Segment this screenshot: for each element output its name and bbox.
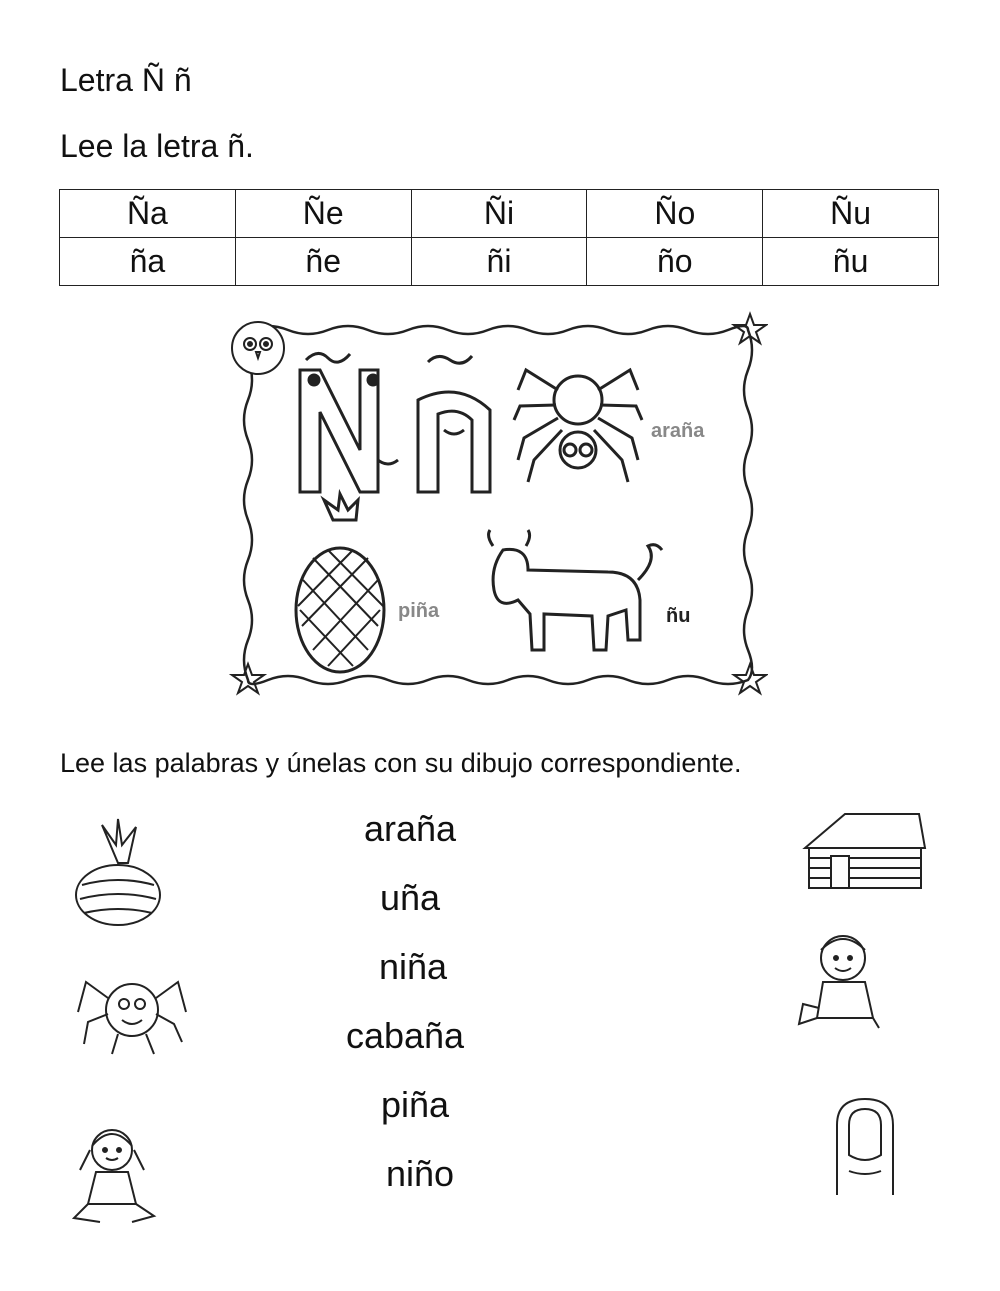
syllable-cell: Ñe [235, 190, 411, 238]
word-uña[interactable]: uña [379, 877, 441, 918]
girl-picture-icon[interactable] [70, 1122, 160, 1232]
pineapple-picture-icon[interactable] [72, 815, 164, 930]
syllable-cell: ñu [763, 238, 939, 286]
word-araña[interactable]: araña [363, 808, 457, 849]
syllable-cell: ña [60, 238, 236, 286]
letter-poster [228, 310, 768, 700]
page-title: Letra Ñ ñ [60, 62, 192, 98]
table-row-lower [60, 238, 939, 286]
fingernail-picture-icon[interactable] [825, 1095, 905, 1195]
spider-icon [514, 370, 642, 482]
wildebeest-icon [489, 530, 662, 650]
boy-picture-icon[interactable] [793, 928, 883, 1038]
syllable-cell: ñe [235, 238, 411, 286]
owl-mascot-icon [232, 322, 284, 374]
page-subtitle: Lee la letra ñ. [60, 128, 254, 164]
exercise-instruction: Lee las palabras y únelas con su dibujo correspondiente. [60, 748, 742, 778]
cabin-picture-icon[interactable] [795, 808, 930, 896]
poster-word-spider: araña [651, 420, 705, 442]
poster-word-gnu: ñu [666, 605, 691, 627]
table-row-upper [60, 190, 939, 238]
word-cabaña[interactable]: cabaña [345, 1015, 465, 1056]
syllable-cell: Ñu [763, 190, 939, 238]
word-piña[interactable]: piña [380, 1084, 450, 1125]
pineapple-icon [296, 494, 384, 672]
syllable-cell: ño [587, 238, 763, 286]
spider-picture-icon[interactable] [74, 962, 194, 1062]
letter-n-icon [300, 353, 490, 492]
word-niña[interactable]: niña [378, 946, 448, 987]
syllable-cell: Ño [587, 190, 763, 238]
syllable-cell: Ña [60, 190, 236, 238]
syllable-cell: ñi [411, 238, 587, 286]
word-niño[interactable]: niño [385, 1153, 455, 1194]
poster-word-pineapple: piña [398, 600, 440, 622]
syllable-table [59, 189, 939, 286]
syllable-cell: Ñi [411, 190, 587, 238]
